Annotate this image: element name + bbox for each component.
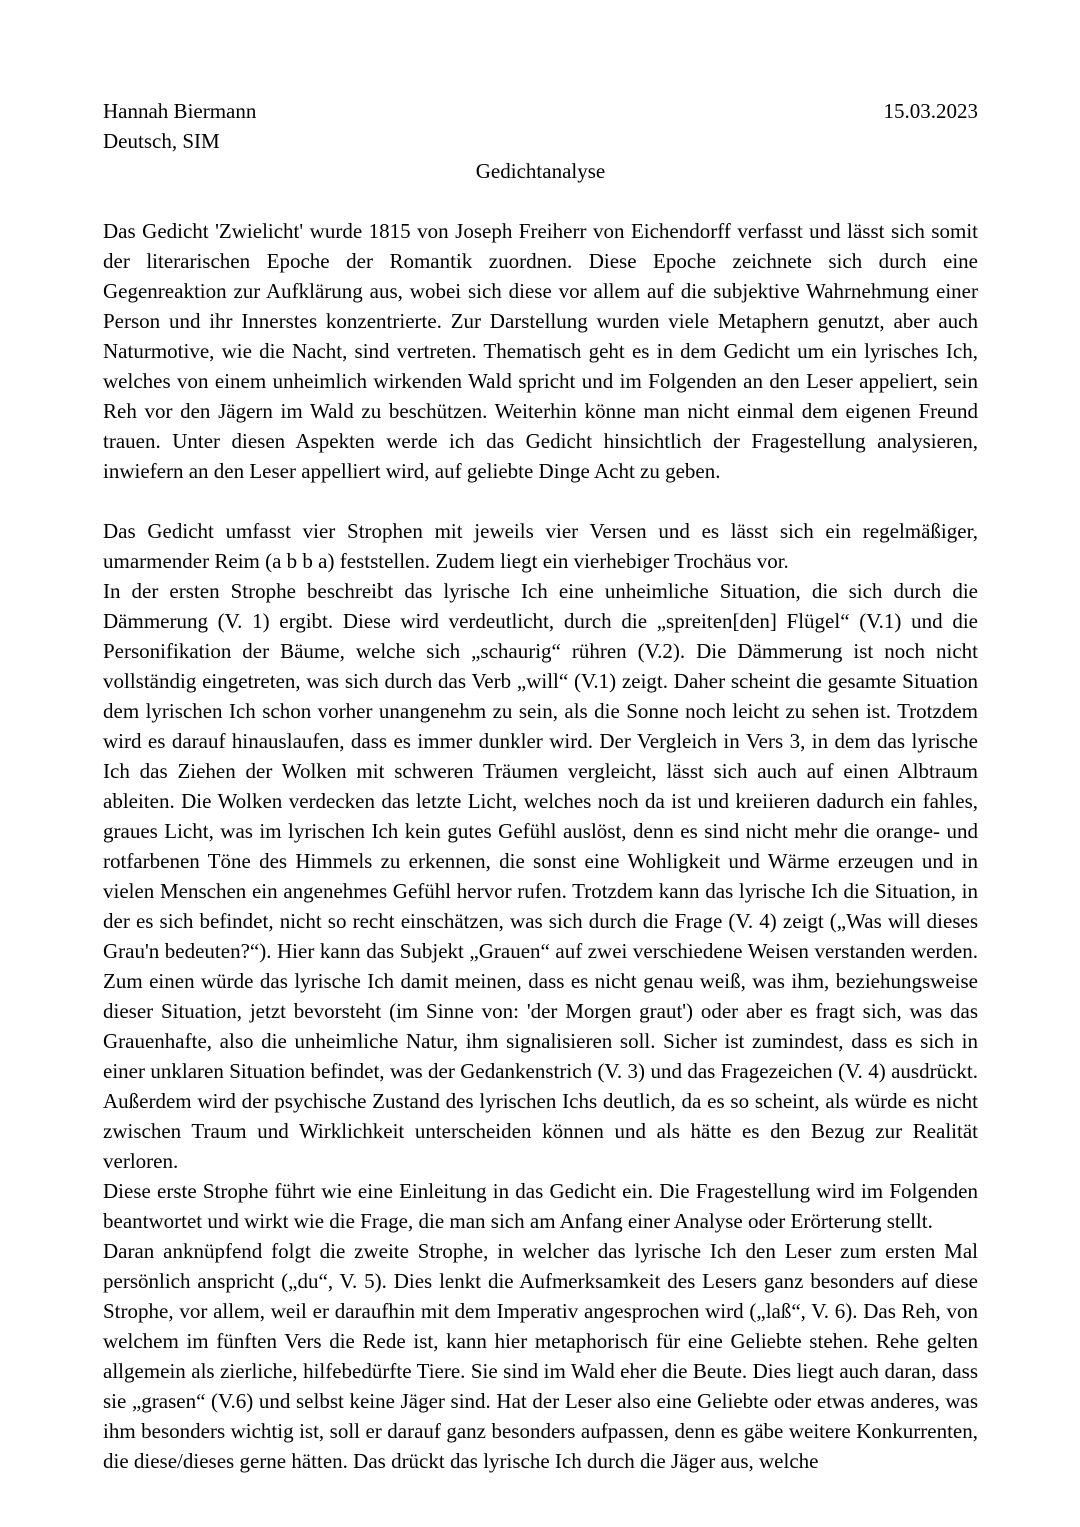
paragraph-first-stanza-conclusion: Diese erste Strophe führt wie eine Einleitung in das Gedicht ein. Die Fragestellung wird im Folgenden beantwortet und wirkt wie die Frage, die man sich am Anfang einer Analyse oder Erörterung stellt. bbox=[103, 1179, 978, 1233]
paragraph-form-analysis: Das Gedicht umfasst vier Strophen mit jeweils vier Versen und es lässt sich ein regelmäßiger, umarmender Reim (a b b a) feststellen. Zudem liegt ein vierhebiger Trochäus vor. bbox=[103, 519, 978, 573]
document-header bbox=[103, 96, 978, 126]
paragraph-first-stanza: In der ersten Strophe beschreibt das lyrische Ich eine unheimliche Situation, die sich durch die Dämmerung (V. 1) ergibt. Diese wird verdeutlicht, durch die „spreiten[den] Flügel“ (V.1) und die Personifikation der Bäume, welche sich „schaurig“ rühren (V.2). Die Dämmerung ist noch nicht vollständig eingetreten, was sich durch das Verb „will“ (V.1) zeigt. Daher scheint die gesamte Situation dem lyrischen Ich schon vorher unangenehm zu sein, als die Sonne noch leicht zu sehen ist. Trotzdem wird es darauf hinauslaufen, dass es immer dunkler wird. Der Vergleich in Vers 3, in dem das lyrische Ich das Ziehen der Wolken mit schweren Träumen vergleicht, lässt sich auch auf einen Albtraum ableiten. Die Wolken verdecken das letzte Licht, welches noch da ist und kreiieren dadurch ein fahles, graues Licht, was im lyrischen Ich kein gutes Gefühl auslöst, denn es sind nicht mehr die orange- und rotfarbenen Töne des Himmels zu erkennen, die sonst eine Wohligkeit und Wärme erzeugen und in vielen Menschen ein angenehmes Gefühl hervor rufen. Trotzdem kann das lyrische Ich die Situation, in der es sich befindet, nicht so recht einschätzen, was sich durch die Frage (V. 4) zeigt („Was will dieses Grau'n bedeuten?“). Hier kann das Subjekt „Grauen“ auf zwei verschiedene Weisen verstanden werden. Zum einen würde das lyrische Ich damit meinen, dass es nicht genau weiß, was ihm, beziehungsweise dieser Situation, jetzt bevorsteht (im Sinne von: 'der Morgen graut') oder aber es fragt sich, was das Grauenhafte, also die unheimliche Natur, ihm signalisieren soll. Sicher ist zumindest, dass es sich in einer unklaren Situation befindet, was der Gedankenstrich (V. 3) und das Fragezeichen (V. 4) ausdrückt. Außerdem wird der psychische Zustand des lyrischen Ichs deutlich, da es so scheint, als würde es nicht zwischen Traum und Wirklichkeit unterscheiden können und als hätte es den Bezug zur Realität verloren. bbox=[103, 579, 978, 1173]
paragraph-introduction: Das Gedicht 'Zwielicht' wurde 1815 von Joseph Freiherr von Eichendorff verfasst und lässt sich somit der literarischen Epoche der Romantik zuordnen. Diese Epoche zeichnete sich durch eine Gegenreaktion zur Aufklärung aus, wobei sich diese vor allem auf die subjektive Wahrnehmung einer Person und ihr Innerstes konzentrierte. Zur Darstellung wurden viele Metaphern genutzt, aber auch Naturmotive, wie die Nacht, sind vertreten. Thematisch geht es in dem Gedicht um ein lyrisches Ich, welches von einem unheimlich wirkenden Wald spricht und im Folgenden an den Leser appeliert, sein Reh vor den Jägern im Wald zu beschützen. Weiterhin könne man nicht einmal dem eigenen Freund trauen. Unter diesen Aspekten werde ich das Gedicht hinsichtlich der Fragestellung analysieren, inwiefern an den Leser appelliert wird, auf geliebte Dinge Acht zu geben. bbox=[103, 219, 978, 483]
course-line: Deutsch, SIM bbox=[103, 129, 220, 153]
document-title: Gedichtanalyse bbox=[475, 159, 606, 183]
author-name: Hannah Biermann bbox=[103, 99, 257, 123]
paragraph-second-stanza: Daran anknüpfend folgt die zweite Strophe, in welcher das lyrische Ich den Leser zum ersten Mal persönlich anspricht („du“, V. 5). Dies lenkt die Aufmerksamkeit des Lesers ganz besonders auf diese Strophe, vor allem, weil er daraufhin mit dem Imperativ angesprochen wird („laß“, V. 6). Das Reh, von welchem im fünften Vers die Rede ist, kann hier metaphorisch für eine Geliebte stehen. Rehe gelten allgemein als zierliche, hilfebedürfte Tiere. Sie sind im Wald eher die Beute. Dies liegt auch daran, dass sie „grasen“ (V.6) und selbst keine Jäger sind. Hat der Leser also eine Geliebte oder etwas anderes, was ihm besonders wichtig ist, soll er darauf ganz besonders aufpassen, denn es gäbe weitere Konkurrenten, die diese/dieses gerne hätten. Das drückt das lyrische Ich durch die Jäger aus, welche bbox=[103, 1239, 978, 1473]
document-date: 15.03.2023 bbox=[883, 99, 978, 123]
